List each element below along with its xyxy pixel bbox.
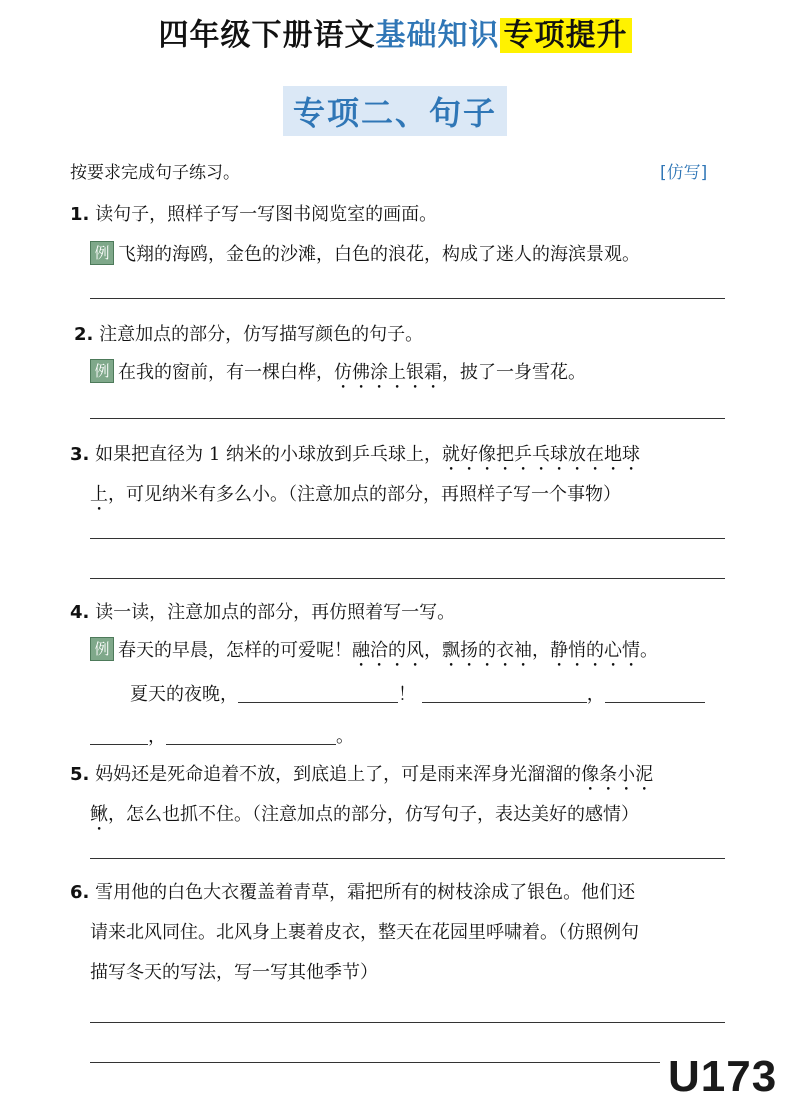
question-6 bbox=[70, 878, 635, 904]
question-text: 读一读，注意加点的部分，再仿照着写一写。 bbox=[95, 602, 456, 623]
subtitle-text: 专项二、句子 bbox=[283, 86, 507, 136]
instruction: 按要求完成句子练习。 bbox=[70, 163, 240, 183]
answer-line[interactable] bbox=[90, 538, 725, 539]
answer-line[interactable] bbox=[90, 578, 725, 579]
emphasized-text: 静悄的心情 bbox=[550, 640, 640, 661]
answer-line[interactable] bbox=[90, 418, 725, 419]
question-3-cont bbox=[90, 480, 621, 515]
question-number: 4. bbox=[70, 602, 90, 623]
emphasized-text: 鳅 bbox=[90, 804, 108, 825]
question-6-cont bbox=[90, 918, 639, 944]
question-text: 描写冬天的写法，写一写其他季节） bbox=[90, 962, 378, 983]
question-number: 5. bbox=[70, 764, 90, 785]
q4-fill-line-2 bbox=[90, 722, 354, 748]
question-2 bbox=[74, 320, 423, 346]
emphasized-text: 融洽的风 bbox=[352, 640, 424, 661]
q4-fill-line-1 bbox=[130, 680, 705, 706]
question-3 bbox=[70, 440, 640, 475]
punctuation: 。 bbox=[336, 726, 354, 747]
question-4 bbox=[70, 598, 455, 624]
emphasized-text: 上 bbox=[90, 484, 108, 505]
emphasized-text: 像条小泥 bbox=[581, 764, 654, 785]
fill-blank[interactable] bbox=[166, 744, 336, 745]
question-text: ，可见纳米有多么小。（注意加点的部分，再照样子写一个事物） bbox=[108, 484, 621, 505]
punctuation: ， bbox=[532, 640, 550, 661]
question-number: 3. bbox=[70, 444, 90, 465]
question-5-cont bbox=[90, 800, 639, 835]
fill-blank[interactable] bbox=[422, 702, 587, 703]
title-part-black: 四年级下册语文 bbox=[158, 18, 376, 53]
emphasized-text: 仿佛涂上银霜 bbox=[334, 362, 442, 383]
example-label: 例 bbox=[90, 637, 114, 661]
question-text: 雪用他的白色大衣覆盖着青草，霜把所有的树枝涂成了银色。他们还 bbox=[95, 882, 636, 903]
question-text: 如果把直径为 1 纳米的小球放到乒乓球上， bbox=[95, 444, 443, 465]
question-text: ，怎么也抓不住。（注意加点的部分，仿写句子，表达美好的感情） bbox=[108, 804, 639, 825]
question-text: 读句子，照样子写一写图书阅览室的画面。 bbox=[95, 204, 438, 225]
question-6-cont bbox=[90, 958, 378, 984]
title-part-highlight: 专项提升 bbox=[500, 18, 632, 53]
answer-line[interactable] bbox=[90, 858, 725, 859]
q2-example bbox=[90, 358, 586, 393]
fill-blank[interactable] bbox=[238, 702, 398, 703]
question-5 bbox=[70, 760, 653, 795]
prompt-text: 夏天的夜晚， bbox=[130, 684, 238, 705]
question-number: 1. bbox=[70, 204, 90, 225]
punctuation: ！ bbox=[398, 684, 416, 705]
section-subtitle bbox=[0, 86, 790, 136]
punctuation: ， bbox=[424, 640, 442, 661]
question-number: 6. bbox=[70, 882, 90, 903]
example-label: 例 bbox=[90, 241, 114, 265]
fill-blank[interactable] bbox=[90, 744, 148, 745]
question-text: 请来北风同住。北风身上裹着皮衣，整天在花园里呼啸着。（仿照例句 bbox=[90, 922, 639, 943]
question-text: 妈妈还是死命追着不放，到底追上了，可是雨来浑身光溜溜的 bbox=[95, 764, 582, 785]
example-text: 春天的早晨，怎样的可爱呢！ bbox=[118, 640, 352, 661]
emphasized-text: 飘扬的衣袖 bbox=[442, 640, 532, 661]
watermark: U173 bbox=[668, 1052, 778, 1101]
example-text: 飞翔的海鸥，金色的沙滩，白色的浪花，构成了迷人的海滨景观。 bbox=[118, 244, 640, 265]
q1-example bbox=[90, 240, 640, 266]
punctuation: ， bbox=[586, 684, 605, 705]
fill-blank[interactable] bbox=[605, 702, 705, 703]
question-text: 注意加点的部分，仿写描写颜色的句子。 bbox=[99, 324, 424, 345]
example-label: 例 bbox=[90, 359, 114, 383]
title-part-blue: 基础知识 bbox=[375, 18, 500, 53]
example-text: ，披了一身雪花。 bbox=[442, 362, 586, 383]
answer-line[interactable] bbox=[90, 1022, 725, 1023]
exercise-tag: [仿写] bbox=[660, 163, 708, 183]
punctuation: ， bbox=[148, 726, 166, 747]
emphasized-text: 就好像把乒乓球放在地球 bbox=[442, 444, 641, 465]
answer-line[interactable] bbox=[90, 1062, 660, 1063]
question-number: 2. bbox=[74, 324, 94, 345]
q4-example bbox=[90, 636, 658, 671]
example-text: 在我的窗前，有一棵白桦， bbox=[118, 362, 334, 383]
question-1 bbox=[70, 200, 437, 226]
page-title bbox=[0, 10, 790, 54]
answer-line[interactable] bbox=[90, 298, 725, 299]
punctuation: 。 bbox=[640, 640, 658, 661]
